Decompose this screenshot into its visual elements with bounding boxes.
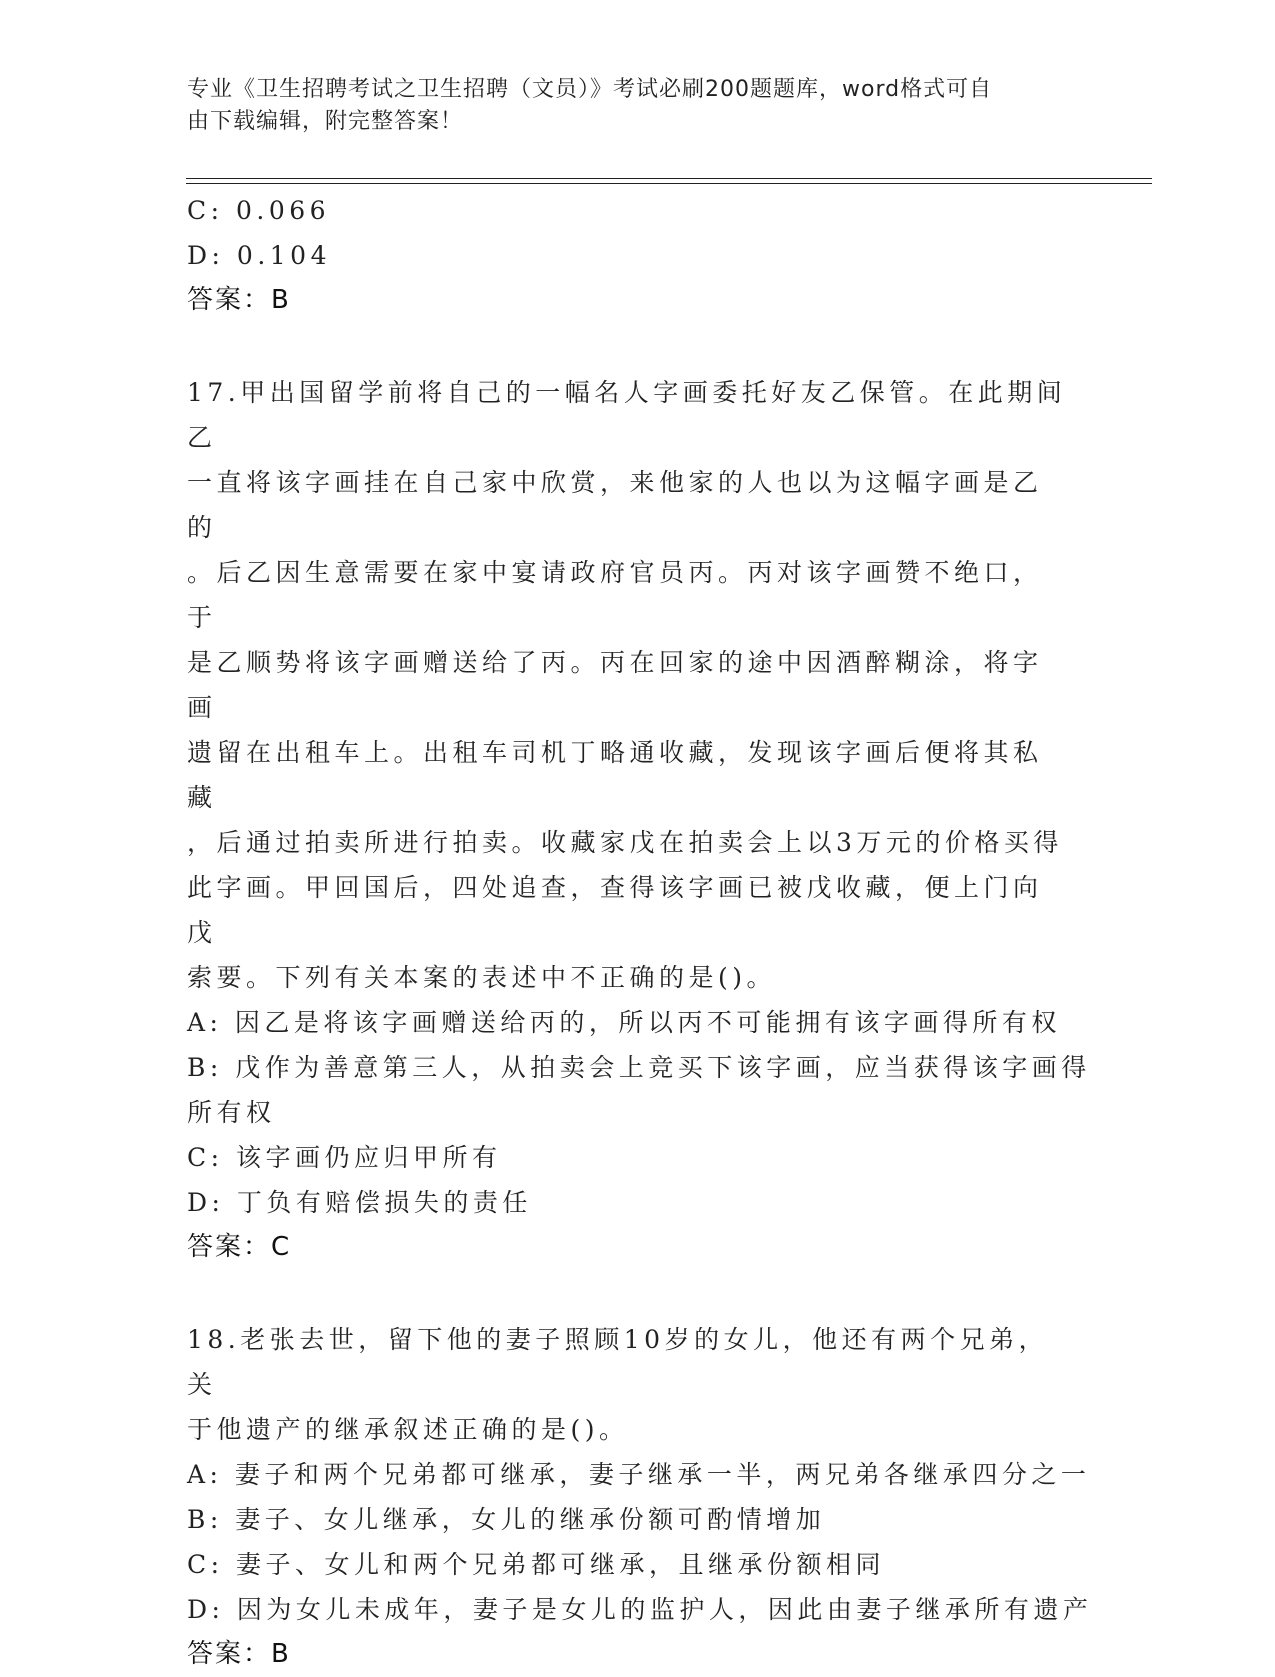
option-b: B: 妻子、女儿继承，女儿的继承份额可酌情增加 [187,1505,826,1534]
option-a: A: 妻子和两个兄弟都可继承，妻子继承一半，两兄弟各继承四分之一 [187,1460,1091,1489]
question-stem-line: 17.甲出国留学前将自己的一幅名人字画委托好友乙保管。在此期间乙 [187,378,1067,452]
answer-line: 答案：B [187,285,291,315]
question-spacer [187,323,1067,370]
question-stem-line: 是乙顺势将该字画赠送给了丙。丙在回家的途中因酒醉糊涂，将字画 [187,648,1043,722]
header-divider-top [186,178,1152,179]
question-stem-line: 18.老张去世，留下他的妻子照顾10岁的女儿，他还有两个兄弟，关 [187,1325,1049,1399]
question-stem-line: 遗留在出租车上。出租车司机丁略通收藏，发现该字画后便将其私藏 [187,738,1043,812]
document-header [187,74,1067,138]
question-stem-line: 索要。下列有关本案的表述中不正确的是()。 [187,963,777,992]
answer-line: 答案：B [187,1639,291,1669]
question-18 [187,1317,1093,1677]
option-c: C: 0.066 [187,196,331,225]
question-stem-line: 此字画。甲回国后，四处追查，查得该字画已被戊收藏，便上门向戊 [187,873,1043,947]
option-c: C: 该字画仍应归甲所有 [187,1143,502,1172]
question-stem-line: ，后通过拍卖所进行拍卖。收藏家戊在拍卖会上以3万元的价格买得 [187,828,1063,857]
question-16-continued [187,188,1067,323]
question-spacer [187,1270,1067,1317]
question-stem-line: 。后乙因生意需要在家中宴请政府官员丙。丙对该字画赞不绝口，于 [187,558,1043,632]
document-body [187,188,1093,1677]
option-b: B: 戊作为善意第三人，从拍卖会上竞买下该字画，应当获得该字画得 [187,1053,1091,1082]
question-stem-line: 一直将该字画挂在自己家中欣赏，来他家的人也以为这幅字画是乙的 [187,468,1043,542]
header-title-line-2: 由下载编辑，附完整答案！ [187,109,464,134]
answer-line: 答案：C [187,1232,292,1262]
question-stem-line: 于他遗产的继承叙述正确的是()。 [187,1415,629,1444]
option-b-continued: 所有权 [187,1098,276,1127]
question-17 [187,370,1091,1270]
option-d: D: 丁负有赔偿损失的责任 [187,1188,532,1217]
option-c: C: 妻子、女儿和两个兄弟都可继承，且继承份额相同 [187,1550,886,1579]
option-a: A: 因乙是将该字画赠送给丙的，所以丙不可能拥有该字画得所有权 [187,1008,1061,1037]
header-divider-bottom [186,183,1152,184]
option-d: D: 0.104 [187,241,331,270]
header-title-line-1: 专业《卫生招聘考试之卫生招聘（文员）》考试必刷200题题库，word格式可自 [187,77,993,102]
option-d: D: 因为女儿未成年，妻子是女儿的监护人，因此由妻子继承所有遗产 [187,1595,1093,1624]
